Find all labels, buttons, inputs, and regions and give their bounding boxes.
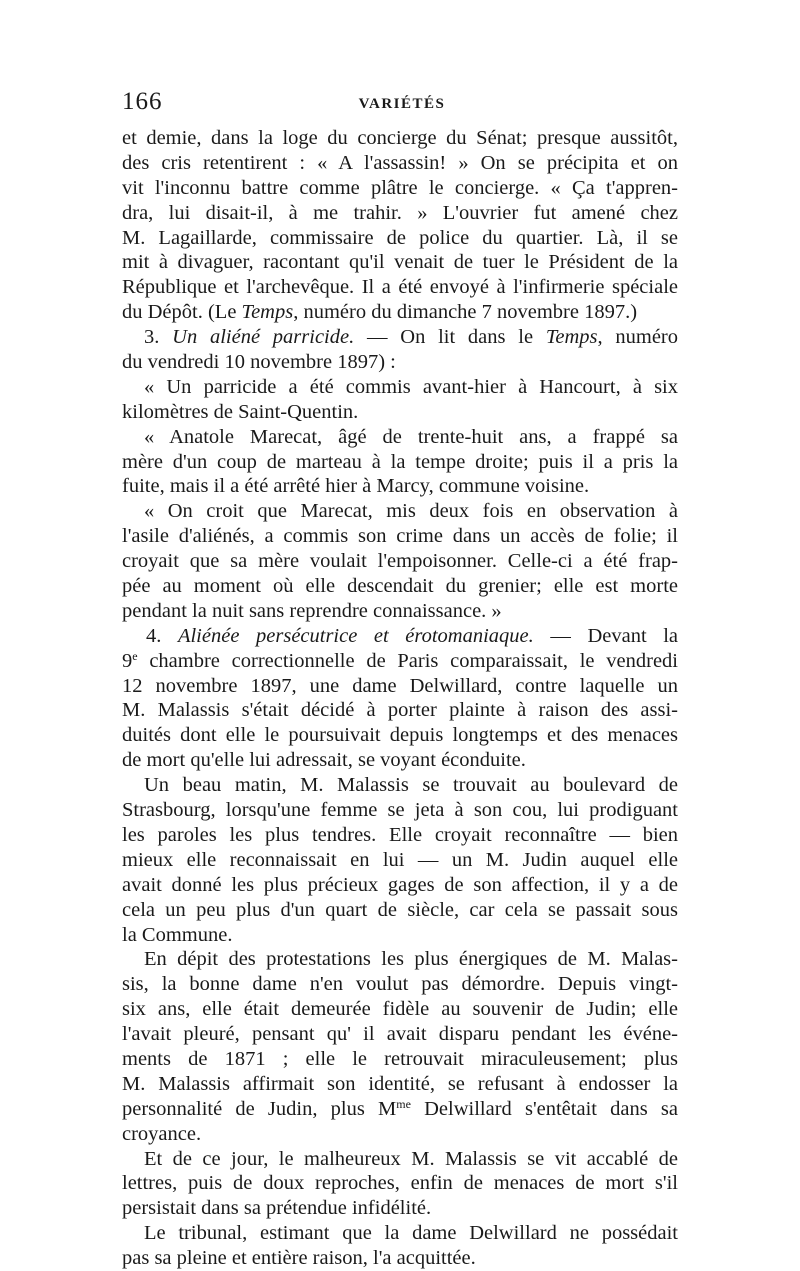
- text-line: duités dont elle le poursuivait depuis longtemps et des menaces: [122, 724, 678, 747]
- text-line: Le tribunal, estimant que la dame Delwillard ne possédait: [144, 1222, 678, 1245]
- text-line: six ans, elle était demeurée fidèle au souvenir de Judin; elle: [122, 998, 678, 1021]
- text-line: croyance.: [122, 1122, 202, 1145]
- text-segment: Delwillard s'entêtait dans sa: [410, 1097, 678, 1120]
- text-line: « Anatole Marecat, âgé de trente-huit ans, a frappé sa: [144, 425, 678, 448]
- page-header: [122, 86, 682, 120]
- text-line: l'avait pleuré, pensant qu' il avait disparu pendant les événe-: [122, 1023, 678, 1046]
- newspaper-title: Temps: [241, 301, 294, 324]
- text-segment: personnalité de Judin, plus M: [122, 1097, 397, 1120]
- text-line: les paroles les plus tendres. Elle croyait reconnaître — bien: [122, 823, 678, 846]
- text-line: la Commune.: [122, 923, 233, 946]
- text-line: M. Lagaillarde, commissaire de police du quartier. Là, il se: [122, 226, 678, 249]
- text-line: lettres, puis de doux reproches, enfin de menaces de mort s'il: [122, 1172, 678, 1195]
- section-title: Un aliéné parricide.: [172, 326, 355, 349]
- text-line: kilomètres de Saint-Quentin.: [122, 400, 359, 423]
- text-line: M. Malassis s'était décidé à porter plainte à raison des assi-: [122, 699, 678, 722]
- text-segment: — On lit dans le: [354, 326, 546, 349]
- text-line: croyait que sa mère voulait l'empoisonner. Celle-ci a été frap-: [122, 550, 678, 573]
- text-line: sis, la bonne dame n'en voulut pas démordre. Depuis vingt-: [122, 973, 678, 996]
- text-segment: — Devant la: [533, 624, 679, 647]
- text-line: « On croit que Marecat, mis deux fois en observation à: [144, 500, 678, 523]
- text-segment: chambre correctionnelle de Paris comparaissait, le vendredi: [137, 649, 678, 672]
- text-segment: , numéro: [597, 326, 678, 349]
- text-line: mit à divaguer, racontant qu'il venait de tuer le Président de la: [122, 251, 678, 274]
- text-line: mère d'un coup de marteau à la tempe droite; puis il a pris la: [122, 450, 678, 473]
- text-line: mieux elle reconnaissait en lui — un M. Judin auquel elle: [122, 848, 678, 871]
- text-line: République et l'archevêque. Il a été envoyé à l'infirmerie spéciale: [122, 276, 678, 299]
- text-line: Et de ce jour, le malheureux M. Malassis se vit accablé de: [144, 1147, 678, 1170]
- text-line: cela un peu plus d'un quart de siècle, car cela se passait sous: [122, 898, 678, 921]
- page-number: 166: [122, 88, 163, 115]
- section-number: 3.: [144, 326, 173, 349]
- text-line: Un beau matin, M. Malassis se trouvait au boulevard de: [144, 774, 678, 797]
- text-line: [122, 649, 678, 674]
- text-line: et demie, dans la loge du concierge du Sénat; presque aussitôt,: [122, 127, 678, 149]
- text-line: M. Malassis affirmait son identité, se refusant à endosser la: [122, 1072, 678, 1095]
- text-line: vit l'inconnu battre comme plâtre le concierge. « Ça t'appren-: [122, 176, 678, 199]
- text-segment: , numéro du dimanche 7 novembre 1897.): [293, 301, 638, 324]
- text-line: ments de 1871 ; elle le retrouvait miraculeusement; plus: [122, 1047, 678, 1070]
- text-line: pendant la nuit sans reprendre connaissance. »: [122, 599, 502, 622]
- text-line: des cris retentirent : « A l'assassin! » On se précipita et on: [122, 151, 678, 174]
- superscript: me: [396, 1096, 411, 1111]
- body-text: [122, 126, 678, 1271]
- text-line: de mort qu'elle lui adressait, se voyant éconduite.: [122, 749, 526, 772]
- section-heading-line: [122, 624, 678, 649]
- section-title: Aliénée persécutrice et érotomaniaque.: [177, 624, 534, 647]
- text-line: Strasbourg, lorsqu'une femme se jeta à son cou, lui prodiguant: [122, 799, 678, 822]
- running-title: VARIÉTÉS: [358, 96, 446, 112]
- superscript: e: [132, 648, 138, 663]
- text-line: En dépit des protestations les plus énergiques de M. Malas-: [144, 948, 678, 971]
- newspaper-title: Temps: [545, 326, 598, 349]
- section-number: 4.: [146, 624, 178, 647]
- text-line: [122, 300, 678, 325]
- text-segment: 9: [122, 649, 133, 672]
- text-line: persistait dans sa prétendue infidélité.: [122, 1197, 432, 1220]
- text-line: pée au moment où elle descendait du grenier; elle est morte: [122, 575, 678, 598]
- text-segment: du Dépôt. (Le: [122, 301, 242, 324]
- text-line: fuite, mais il a été arrêté hier à Marcy, commune voisine.: [122, 475, 590, 498]
- section-heading-line: [122, 325, 678, 350]
- text-line: avait donné les plus précieux gages de son affection, il y a de: [122, 873, 678, 896]
- text-line: 12 novembre 1897, une dame Delwillard, contre laquelle un: [122, 674, 678, 697]
- text-line: pas sa pleine et entière raison, l'a acquittée.: [122, 1247, 476, 1270]
- text-line: l'asile d'aliénés, a commis son crime dans un accès de folie; il: [122, 525, 678, 548]
- text-line: du vendredi 10 novembre 1897) :: [122, 351, 396, 374]
- text-line: « Un parricide a été commis avant-hier à Hancourt, à six: [144, 375, 678, 398]
- text-line: [122, 1097, 678, 1122]
- text-line: dra, lui disait-il, à me trahir. » L'ouvrier fut amené chez: [122, 201, 678, 224]
